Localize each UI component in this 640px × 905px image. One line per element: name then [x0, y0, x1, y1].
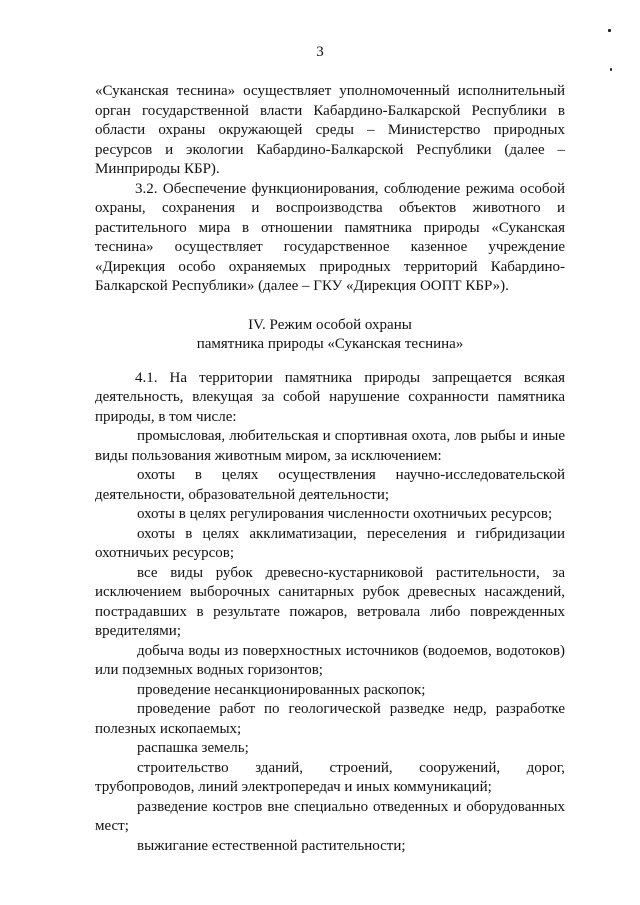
page-number: 3 — [316, 44, 324, 60]
regime-paragraph-7: добыча воды из поверхностных источников (водоемов, водотоков) или подземных водных горизонтов; — [95, 642, 565, 678]
intro-paragraph-2: 3.2. Обеспечение функционирования, соблюдение режима особой охраны, сохранения и воспроизводства объектов животного и растительного мира в отношении памятника природы «Суканская теснина» осуществляет государственное казенное учреждение «Дирекция особо охраняемых природных территорий Кабардино-Балкарской Республики» (далее – ГКУ «Дирекция ООПТ КБР»). — [95, 180, 565, 294]
regime-paragraph-2: промысловая, любительская и спортивная охота, лов рыбы и иные виды пользования животным миром, за исключением: — [95, 428, 565, 464]
regime-paragraph-3: охоты в целях осуществления научно-исследовательской деятельности, образовательной деятельности; — [95, 467, 565, 503]
section-title-line-1: IV. Режим особой охраны — [248, 316, 412, 333]
document-body — [95, 82, 565, 856]
regime-paragraph-10: распашка земель; — [137, 740, 249, 756]
regime-paragraph-4: охоты в целях регулирования численности охотничьих ресурсов; — [137, 506, 553, 522]
regime-paragraph-11: строительство зданий, строений, сооружений, дорог, трубопроводов, линий электропередач и иных коммуникаций; — [95, 759, 565, 795]
regime-paragraph-8: проведение несанкционированных раскопок; — [137, 681, 426, 698]
regime-paragraph-6: все виды рубок древесно-кустарниковой растительности, за исключением выборочных санитарных рубок древесных насаждений, пострадавших в результате пожаров, ветровала либо поврежденных вредителями; — [95, 564, 565, 639]
regime-paragraph-13: выжигание естественной растительности; — [137, 837, 406, 854]
section-title-line-2: памятника природы «Суканская теснина» — [196, 336, 464, 352]
scan-speck — [608, 29, 611, 32]
regime-paragraph-9: проведение работ по геологической разведке недр, разработке полезных ископаемых; — [95, 701, 565, 737]
regime-paragraph-12: разведение костров вне специально отведенных и оборудованных мест; — [95, 798, 565, 834]
regime-paragraph-1: 4.1. На территории памятника природы запрещается всякая деятельность, влекущая за собой нарушение сохранности памятника природы, в том числе: — [95, 369, 565, 425]
regime-paragraph-5: охоты в целях акклиматизации, переселения и гибридизации охотничьих ресурсов; — [95, 525, 565, 561]
scan-speck — [610, 68, 612, 71]
intro-paragraph-1: «Суканская теснина» осуществляет уполномоченный исполнительный орган государственной власти Кабардино-Балкарской Республики в области охраны окружающей среды – Министерство природных ресурсов и экологии Кабардино-Балкарской Республики (далее – Минприроды КБР). — [95, 83, 565, 177]
